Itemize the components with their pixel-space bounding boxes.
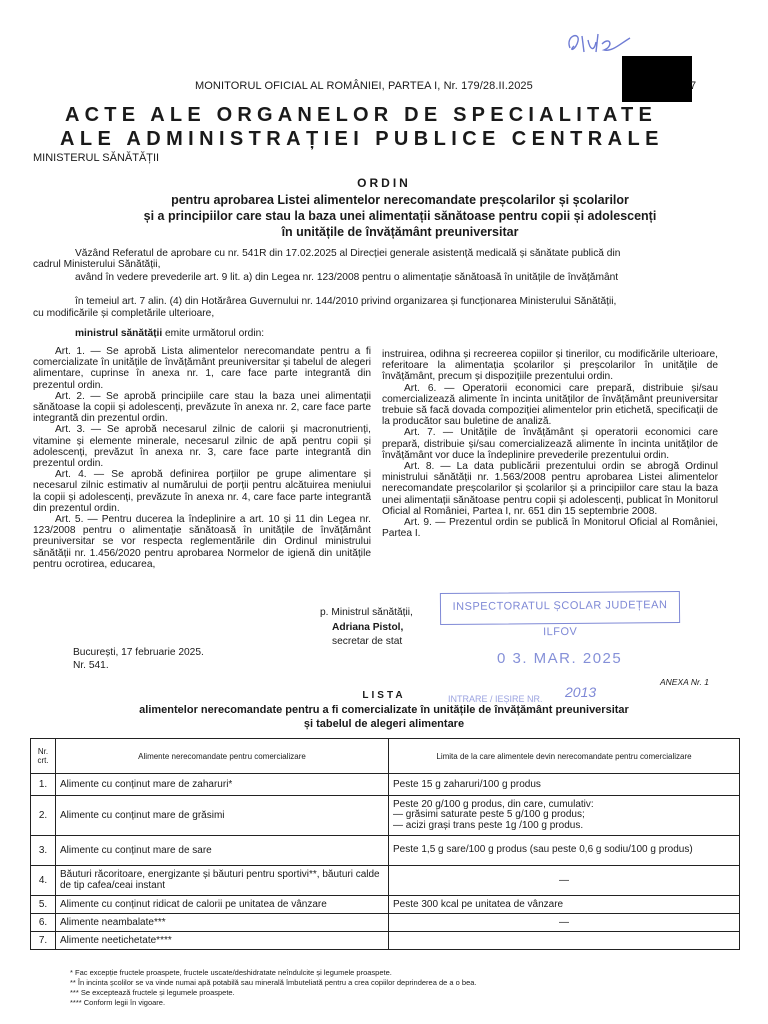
row-limit: Peste 15 g zaharuri/100 g produs: [389, 774, 740, 796]
signatory-role: secretar de stat: [332, 636, 403, 647]
row-number: 7.: [31, 932, 56, 950]
page-number: 7: [690, 80, 697, 92]
row-food: Alimente neetichetate****: [56, 932, 389, 950]
table-header-nr: Nr. crt.: [31, 739, 56, 774]
stamp-number: 2013: [565, 684, 597, 700]
order-title-line2: și a principiilor care stau la baza unei alimentații sănătoase pentru copii și adolescenți: [143, 209, 657, 223]
signature-for: p. Ministrul sănătății,: [320, 607, 413, 618]
table-row: [31, 836, 740, 866]
row-limit: —: [389, 866, 740, 896]
row-number: 3.: [31, 836, 56, 866]
preamble-issuer: [75, 328, 264, 340]
footnote: **** Conform legii în vigoare.: [70, 998, 166, 1007]
article-3: Art. 3. — Se aprobă necesarul zilnic de calorii și macronutrienți, vitamine și elemente minerale, necesarul zilnic de apă pentru copii și adolescenți, prevăzut în anexa nr. 3, care face parte integrantă din prezentul ordin.: [33, 424, 371, 470]
preamble-line: având în vedere prevederile art. 9 lit. a) din Legea nr. 123/2008 pentru o alimentație sănătoasă în unitățile de învățământ: [75, 272, 619, 283]
article-9: Art. 9. — Prezentul ordin se publică în Monitorul Oficial al României, Partea I.: [382, 517, 718, 540]
table-row: [31, 866, 740, 896]
article-6: Art. 6. — Operatorii economici care prepară, distribuie și/sau comercializează alimente în incinta unităților de învățământ preuniversitar trebuie să facă dovada compoziției alimentelor prin etichetă, specificații de la producător sau buletine de analiză.: [382, 382, 718, 428]
row-food: Alimente cu conținut mare de zaharuri*: [56, 774, 389, 796]
row-number: 1.: [31, 774, 56, 796]
annex-label: ANEXA Nr. 1: [660, 677, 709, 687]
articles-left-column: [33, 346, 371, 570]
row-limit: Peste 20 g/100 g produs, din care, cumulativ: — grăsimi saturate peste 5 g/100 g produs; — acizi grași trans peste 1g /100 g produs.: [389, 796, 740, 836]
preamble-line: cu modificările și completările ulterioare,: [33, 308, 215, 319]
row-food: Alimente cu conținut mare de grăsimi: [56, 796, 389, 836]
table-row: [31, 774, 740, 796]
signatory-name: Adriana Pistol,: [332, 622, 404, 633]
order-number: Nr. 541.: [73, 660, 109, 671]
table-header-food: Alimente nerecomandate pentru comercializare: [56, 739, 389, 774]
row-food: Băuturi răcoritoare, energizante și băuturi pentru sportivi**, băuturi calde de tip cafea/ceai instant: [56, 866, 389, 896]
article-8: Art. 8. — La data publicării prezentului ordin se abrogă Ordinul ministrului sănătății nr. 1.563/2008 pentru aprobarea Listei alimentelor nerecomandate preșcolarilor și școlarilor și a principiilor care stau la baza unei alimentații sănătoase pentru copii și adolescenți, publicat în Monitorul Oficial al României, Partea I, nr. 651 din 15 septembrie 2008.: [382, 461, 718, 517]
annex-heading: LISTA: [362, 690, 406, 701]
issuer-bold: ministrul sănătății: [75, 328, 163, 339]
table-row: [31, 932, 740, 950]
section-title-line2: ALE ADMINISTRAȚIEI PUBLICE CENTRALE: [60, 128, 664, 150]
row-number: 6.: [31, 914, 56, 932]
footnote: *** Se exceptează fructele și legumele proaspete.: [70, 988, 235, 997]
footnote: * Fac excepție fructele proaspete, fructele uscate/deshidratate neîndulcite și legumele proaspete.: [70, 968, 392, 977]
row-limit: Peste 300 kcal pe unitatea de vânzare: [389, 896, 740, 914]
preamble-line: Văzând Referatul de aprobare cu nr. 541R din 17.02.2025 al Direcției generale asistență medicală și sănătate publică din: [75, 248, 621, 259]
annex-title-line2: și tabelul de alegeri alimentare: [303, 718, 465, 730]
table-header-limit: Limita de la care alimentele devin nerecomandate pentru comercializare: [389, 739, 740, 774]
row-food: Alimente neambalate***: [56, 914, 389, 932]
row-number: 5.: [31, 896, 56, 914]
food-choices-table: [30, 738, 740, 950]
redaction-box: [622, 56, 692, 102]
preamble-line: cadrul Ministerului Sănătății,: [33, 259, 161, 270]
issuer-rest: emite următorul ordin:: [162, 328, 265, 339]
article-5: Art. 5. — Pentru ducerea la îndeplinire a art. 10 și 11 din Legea nr. 123/2008 pentru o alimentație sănătoasă în unitățile de învățământ preuniversitar se vor respecta reglementările din Ordinul ministrului sănătății nr. 1.456/2020 pentru aprobarea Normelor de igienă din unitățile pentru ocrotirea, educarea,: [33, 514, 371, 570]
articles-right-column: [382, 349, 718, 539]
monitor-header: MONITORUL OFICIAL AL ROMÂNIEI, PARTEA I, Nr. 179/28.II.2025: [195, 80, 533, 92]
place-date: București, 17 februarie 2025.: [73, 647, 204, 658]
order-title-line1: pentru aprobarea Listei alimentelor nerecomandate preșcolarilor și școlarilor: [171, 193, 629, 207]
order-heading: ORDIN: [357, 176, 411, 190]
footnote: ** În incinta școlilor se va vinde numai apă potabilă sau minerală îmbuteliată pentru a crea copiilor deprinderea de a o bea.: [70, 978, 477, 987]
order-title-line3: în unitățile de învățământ preuniversitar: [281, 225, 519, 239]
row-number: 4.: [31, 866, 56, 896]
table-header-row: [31, 739, 740, 774]
article-1: Art. 1. — Se aprobă Lista alimentelor nerecomandate pentru a fi comercializate în unitățile de învățământ preuniversitar și tabelul de alegeri alimentare, cuprinse în anexa nr. 1, care face parte integrantă din prezentul ordin.: [33, 346, 371, 391]
annex-title-line1: alimentelor nerecomandate pentru a fi comercializate în unitățile de învățământ preuniversitar: [139, 704, 629, 716]
row-number: 2.: [31, 796, 56, 836]
article-2: Art. 2. — Se aprobă principiile care stau la baza unei alimentații sănătoase la copii și adolescenți, prevăzute în anexa nr. 2, care face parte integrantă din prezentul ordin.: [33, 390, 371, 425]
stamp-date: 0 3. MAR. 2025: [497, 650, 623, 667]
article-4: Art. 4. — Se aprobă definirea porțiilor pe grupe alimentare și necesarul zilnic estimativ al numărului de porții pentru alcătuirea meniului la copii și adolescenți, prevăzute în anexa nr. 4, care face parte integrantă din prezentul ordin.: [33, 469, 371, 514]
section-title-line1: ACTE ALE ORGANELOR DE SPECIALITATE: [65, 104, 657, 126]
article-7: Art. 7. — Unitățile de învățământ și operatorii economici care prepară, distribuie și/sau comercializează alimente în incinta unităților de învățământ vor duce la îndeplinire prevederile prezentului ordin.: [382, 427, 718, 461]
row-limit: —: [389, 914, 740, 932]
row-limit: [389, 932, 740, 950]
article-5-continuation: instruirea, odihna și recreerea copiilor și tinerilor, cu modificările ulterioare, referitoare la alimentația școlarilor și preșcolarilor în unitățile de învățământ, precum și dispozițiile prezentului ordin.: [382, 349, 718, 383]
table-row: [31, 796, 740, 836]
stamp-registry-label: INTRARE / IEȘIRE NR.: [448, 694, 543, 704]
row-food: Alimente cu conținut mare de sare: [56, 836, 389, 866]
preamble-line: în temeiul art. 7 alin. (4) din Hotărârea Guvernului nr. 144/2010 privind organizarea și funcționarea Ministerului Sănătății,: [75, 296, 617, 307]
table-row: [31, 914, 740, 932]
table-row: [31, 896, 740, 914]
row-food: Alimente cu conținut ridicat de calorii pe unitatea de vânzare: [56, 896, 389, 914]
handwritten-signature: [560, 26, 640, 60]
row-limit: Peste 1,5 g sare/100 g produs (sau peste 0,6 g sodiu/100 g produs): [389, 836, 740, 866]
registration-stamp: INSPECTORATUL ȘCOLAR JUDEȚEAN ILFOV: [440, 591, 680, 625]
ministry-name: MINISTERUL SĂNĂTĂȚII: [33, 152, 160, 164]
